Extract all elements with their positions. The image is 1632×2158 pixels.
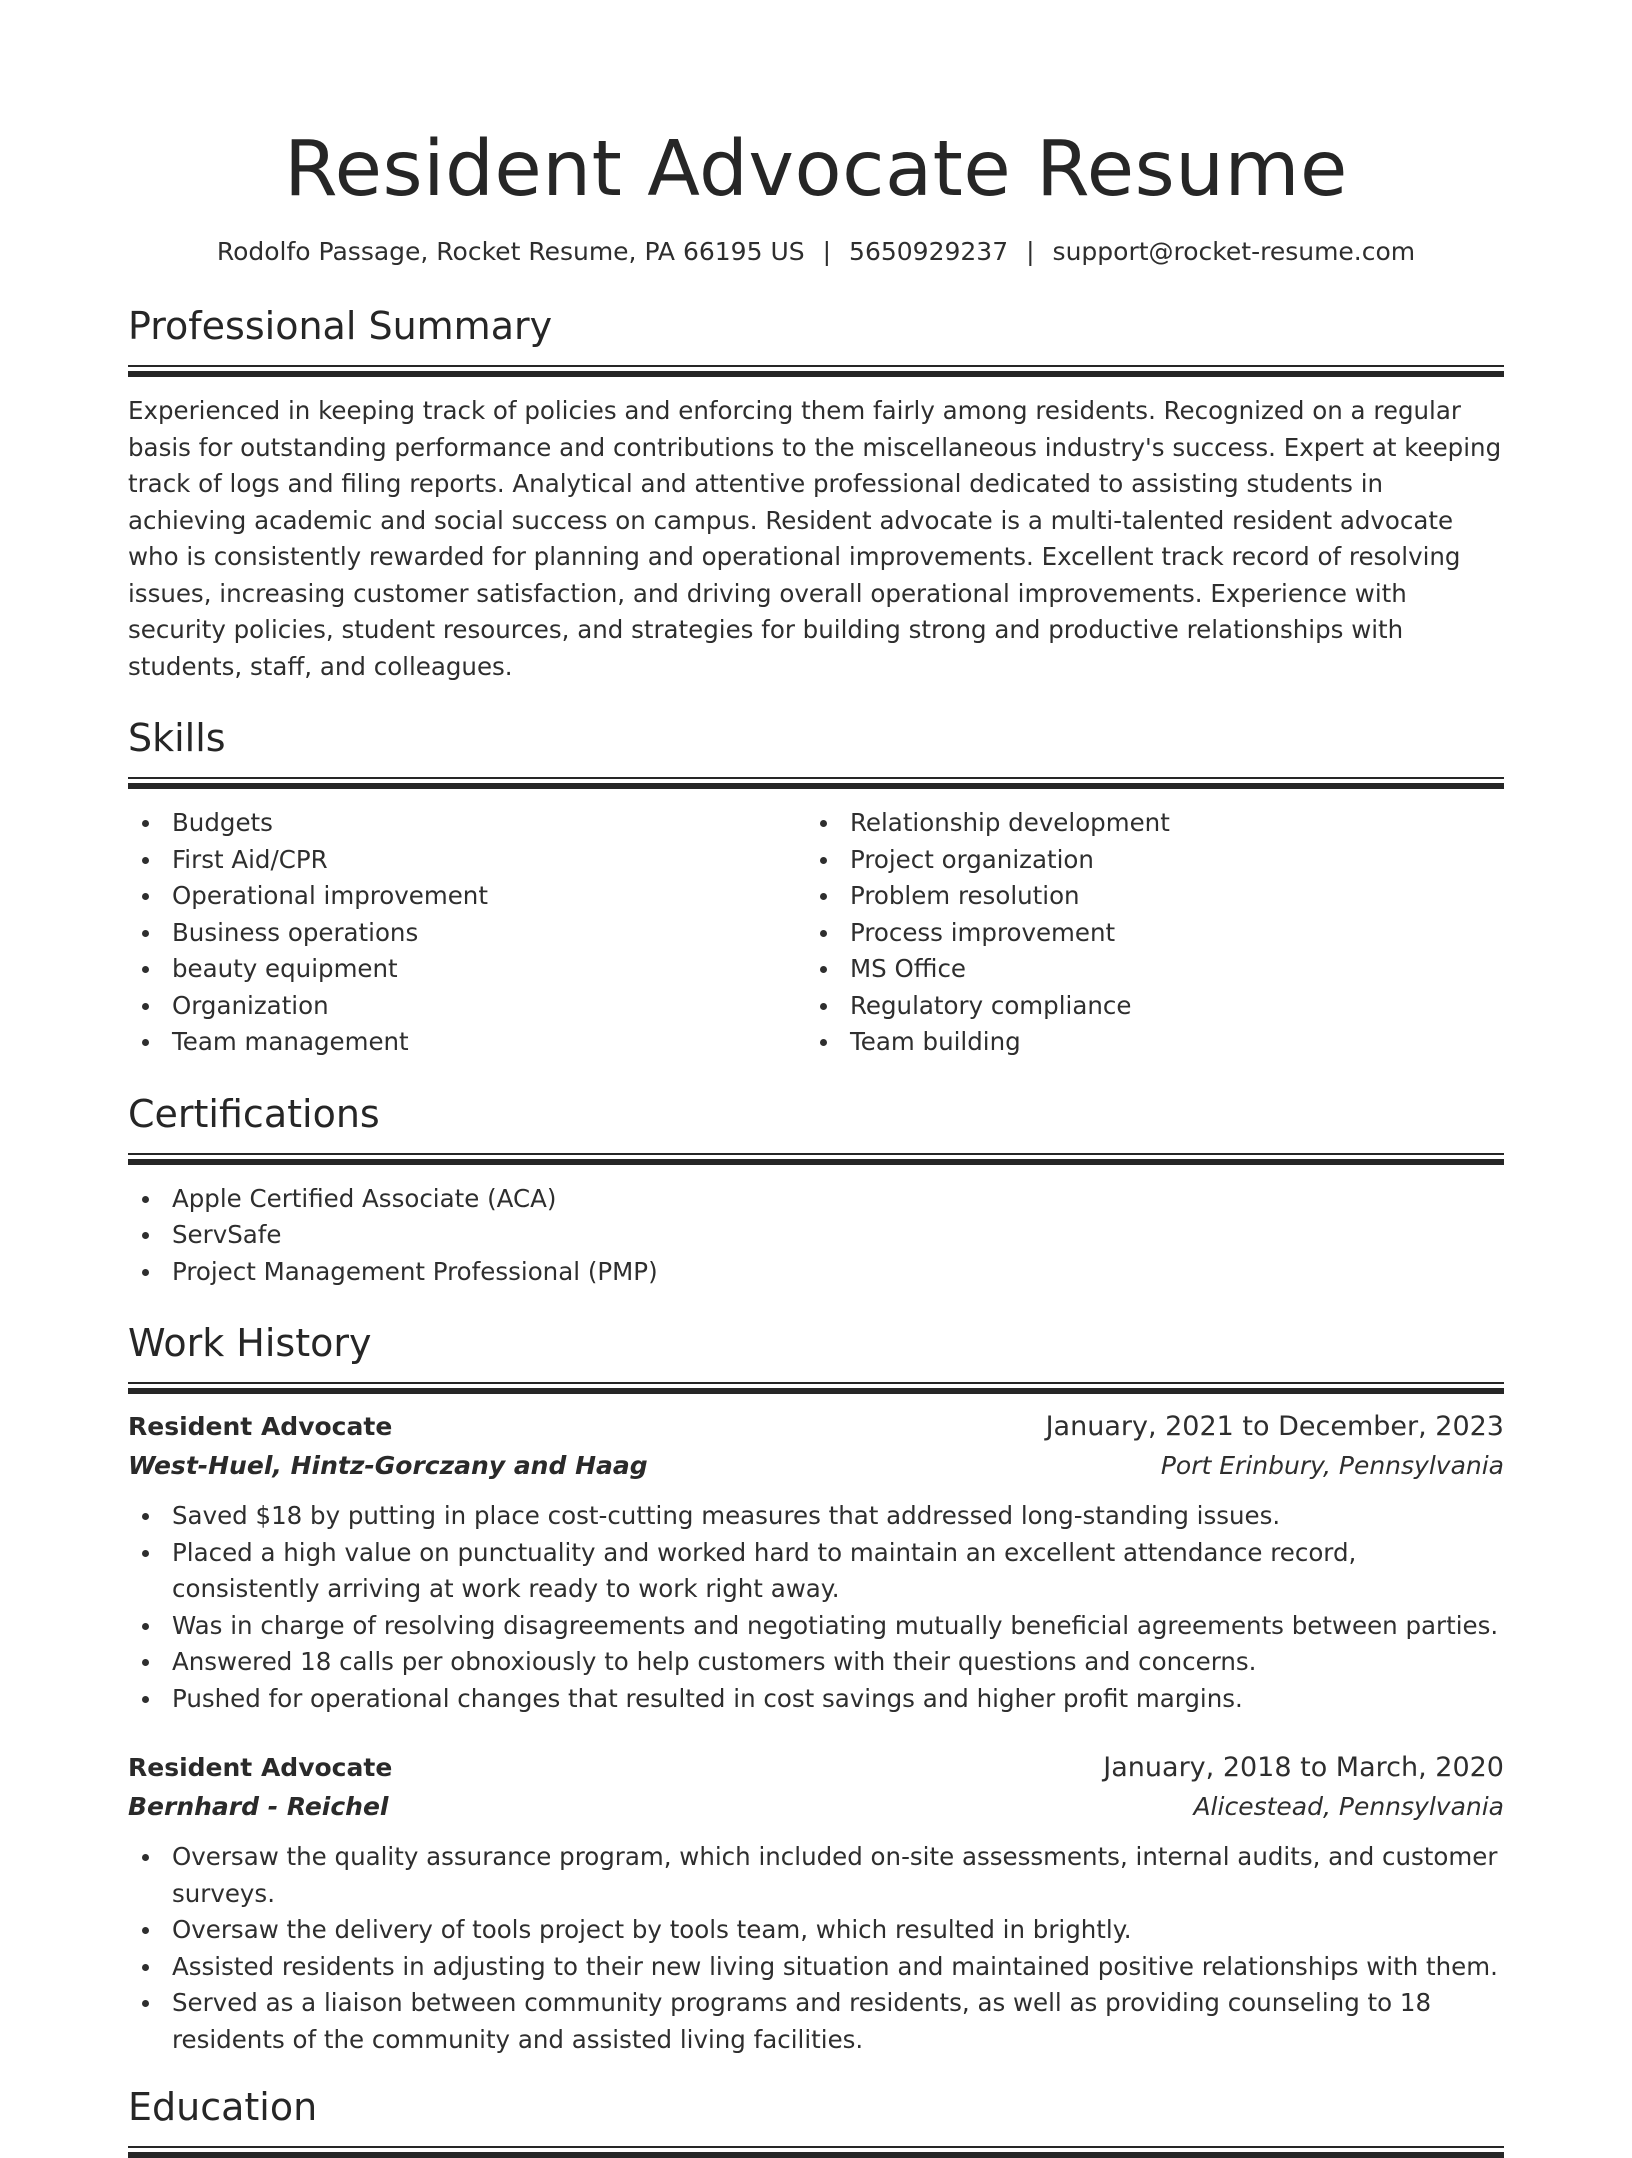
- section-divider: [128, 1153, 1504, 1165]
- contact-email: support@rocket-resume.com: [1052, 237, 1416, 266]
- section-heading-education: Education: [128, 2085, 318, 2129]
- job-duties-list: [128, 1839, 1504, 2058]
- skills-list-left: [128, 805, 806, 1061]
- contact-separator: |: [1026, 237, 1035, 266]
- section-divider: [128, 1382, 1504, 1394]
- summary-text: Experienced in keeping track of policies and enforcing them fairly among residents. Recognized on a regular basis for outstanding performance and contributions to the miscellaneous industry's success. Expert at keeping track of logs and filing reports. Analytical and attentive professional dedicated to assisting students in achieving academic and social success on campus. Resident advocate is a multi-talented resident advocate who is consistently rewarded for planning and operational improvements. Excellent track record of resolving issues, increasing customer satisfaction, and driving overall operational improvements. Experience with security policies, student resources, and strategies for building strong and productive relationships with students, staff, and colleagues.: [128, 396, 1502, 681]
- skill-item: Project organization: [806, 842, 1484, 879]
- skill-item: Operational improvement: [128, 878, 806, 915]
- contact-address: Rodolfo Passage, Rocket Resume, PA 66195 US: [216, 237, 805, 266]
- skill-item: Budgets: [128, 805, 806, 842]
- certification-item: Apple Certified Associate (ACA): [128, 1181, 1504, 1218]
- job-entry: [128, 1408, 1504, 1717]
- section-divider: [128, 2146, 1504, 2158]
- job-duty-item: Assisted residents in adjusting to their new living situation and maintained positive relationships with them.: [128, 1949, 1504, 1986]
- job-location: Port Erinbury, Pennsylvania: [1160, 1451, 1504, 1480]
- section-heading-certifications: Certifications: [128, 1091, 380, 1136]
- skill-item: Relationship development: [806, 805, 1484, 842]
- job-duty-item: Served as a liaison between community programs and residents, as well as providing counseling to 18 residents of the community and assisted living facilities.: [128, 1985, 1504, 2058]
- skill-item: First Aid/CPR: [128, 842, 806, 879]
- skill-item: Organization: [128, 988, 806, 1025]
- job-header-row: [128, 1408, 1504, 1446]
- job-duty-item: Answered 18 calls per obnoxiously to help customers with their questions and concerns.: [128, 1644, 1504, 1681]
- certification-item: Project Management Professional (PMP): [128, 1254, 1504, 1291]
- skill-item: beauty equipment: [128, 951, 806, 988]
- work-history-section: [128, 1318, 1504, 2058]
- skills-columns: [128, 805, 1504, 1061]
- job-title: Resident Advocate: [128, 1753, 393, 1782]
- contact-line: [128, 235, 1504, 269]
- skill-item: Problem resolution: [806, 878, 1484, 915]
- skill-item: Team building: [806, 1024, 1484, 1061]
- job-company: Bernhard - Reichel: [128, 1792, 389, 1821]
- certifications-section: [128, 1089, 1504, 1291]
- job-subheader-row: [128, 1787, 1504, 1827]
- section-heading-skills: Skills: [128, 716, 226, 760]
- job-duty-item: Placed a high value on punctuality and worked hard to maintain an excellent attendance record, consistently arriving at work ready to work right away.: [128, 1535, 1504, 1608]
- skill-item: Regulatory compliance: [806, 988, 1484, 1025]
- skills-list-right: [806, 805, 1484, 1061]
- contact-phone: 5650929237: [849, 237, 1009, 266]
- certification-item: ServSafe: [128, 1217, 1504, 1254]
- job-duties-list: [128, 1498, 1504, 1717]
- job-duty-item: Saved $18 by putting in place cost-cutting measures that addressed long-standing issues.: [128, 1498, 1504, 1535]
- job-entry: [128, 1749, 1504, 2058]
- education-section: [128, 2082, 1504, 2158]
- job-location: Alicestead, Pennsylvania: [1193, 1792, 1504, 1821]
- job-duty-item: Was in charge of resolving disagreements and negotiating mutually beneficial agreements between parties.: [128, 1608, 1504, 1645]
- section-divider: [128, 777, 1504, 789]
- resume-page: [128, 0, 1504, 2158]
- section-divider: [128, 365, 1504, 377]
- job-duty-item: Oversaw the quality assurance program, which included on-site assessments, internal audits, and customer surveys.: [128, 1839, 1504, 1912]
- job-subheader-row: [128, 1446, 1504, 1486]
- section-heading-summary: Professional Summary: [128, 304, 553, 348]
- skill-item: Business operations: [128, 915, 806, 952]
- job-dates: January, 2021 to December, 2023: [1045, 1411, 1504, 1442]
- job-dates: January, 2018 to March, 2020: [1103, 1752, 1504, 1783]
- certifications-list: [128, 1181, 1504, 1291]
- job-title: Resident Advocate: [128, 1412, 393, 1441]
- section-heading-work-history: Work History: [128, 1321, 372, 1365]
- skill-item: Process improvement: [806, 915, 1484, 952]
- job-company: West-Huel, Hintz-Gorczany and Haag: [128, 1451, 648, 1480]
- job-header-row: [128, 1749, 1504, 1787]
- contact-separator: |: [822, 237, 832, 266]
- skill-item: Team management: [128, 1024, 806, 1061]
- skill-item: MS Office: [806, 951, 1484, 988]
- job-duty-item: Oversaw the delivery of tools project by tools team, which resulted in brightly.: [128, 1912, 1504, 1949]
- skills-section: [128, 713, 1504, 1061]
- summary-section: [128, 301, 1504, 685]
- resume-title: Resident Advocate Resume: [284, 125, 1348, 214]
- job-duty-item: Pushed for operational changes that resulted in cost savings and higher profit margins.: [128, 1681, 1504, 1718]
